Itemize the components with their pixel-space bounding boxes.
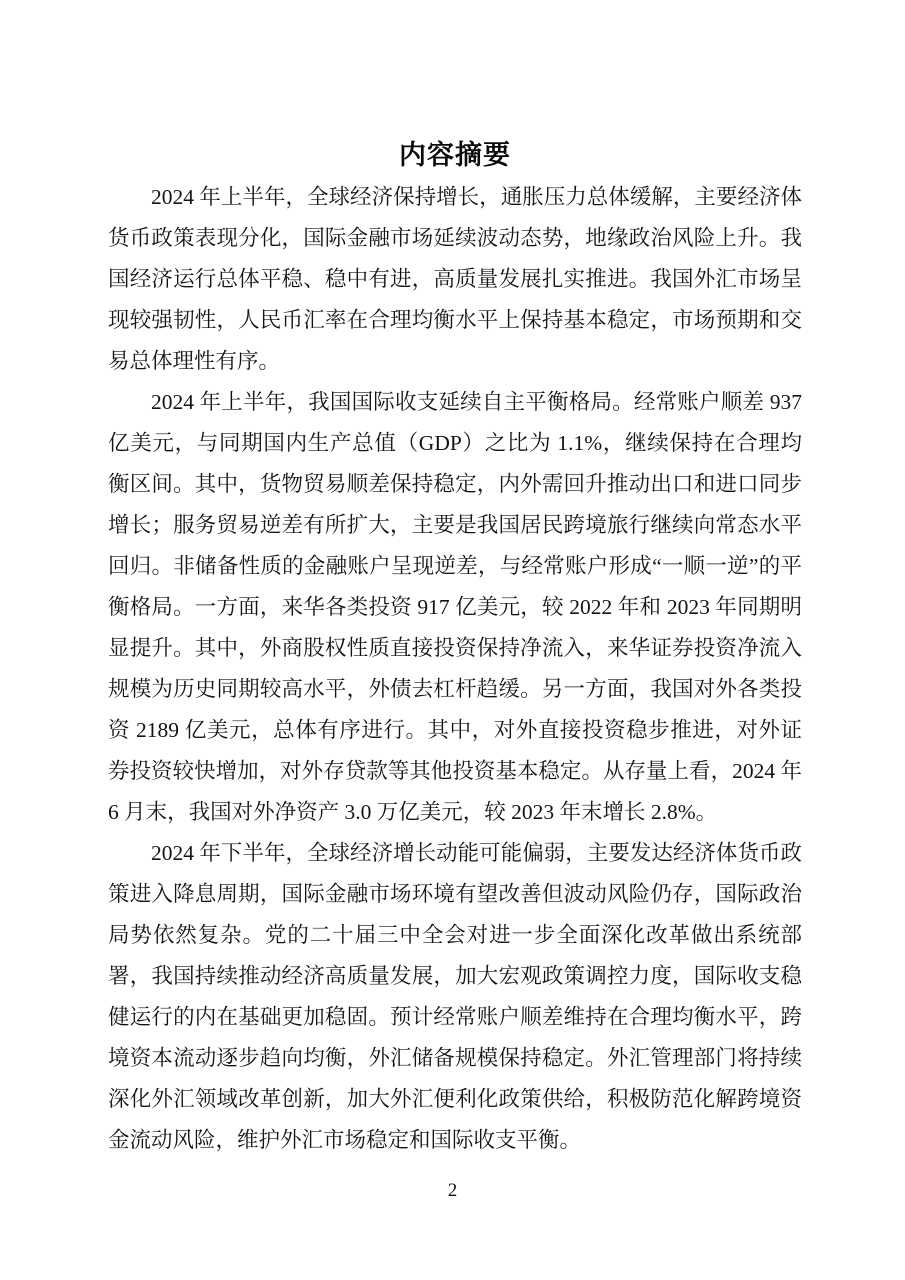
paragraph: 2024 年上半年，全球经济保持增长，通胀压力总体缓解，主要经济体货币政策表现分化，国际金融市场延续波动态势，地缘政治风险上升。我国经济运行总体平稳、稳中有进，高质量发展扎实推进。我国外汇市场呈现较强韧性，人民币汇率在合理均衡水平上保持基本稳定，市场预期和交易总体理性有序。 [108, 185, 802, 373]
page-content [108, 141, 802, 1161]
paragraph: 2024 年下半年，全球经济增长动能可能偏弱，主要发达经济体货币政策进入降息周期，国际金融市场环境有望改善但波动风险仍存，国际政治局势依然复杂。党的二十届三中全会对进一步全面深化改革做出系统部署，我国持续推动经济高质量发展，加大宏观政策调控力度，国际收支稳健运行的内在基础更加稳固。预计经常账户顺差维持在合理均衡水平，跨境资本流动逐步趋向均衡，外汇储备规模保持稳定。外汇管理部门将持续深化外汇领域改革创新，加大外汇便利化政策供给，积极防范化解跨境资金流动风险，维护外汇市场稳定和国际收支平衡。 [108, 841, 802, 1152]
page-title: 内容摘要 [399, 140, 511, 171]
page-number: 2 [447, 1180, 458, 1201]
paragraph: 2024 年上半年，我国国际收支延续自主平衡格局。经常账户顺差 937 亿美元，与同期国内生产总值（GDP）之比为 1.1%，继续保持在合理均衡区间。其中，货物贸易顺差保持稳定，内外需回升推动出口和进口同步增长；服务贸易逆差有所扩大，主要是我国居民跨境旅行继续向常态水平回归。非储备性质的金融账户呈现逆差，与经常账户形成“一顺一逆”的平衡格局。一方面，来华各类投资 917 亿美元，较 2022 年和 2023 年同期明显提升。其中，外商股权性质直接投资保持净流入，来华证券投资净流入规模为历史同期较高水平，外债去杠杆趋缓。另一方面，我国对外各类投资 2189 亿美元，总体有序进行。其中，对外直接投资稳步推进，对外证券投资较快增加，对外存贷款等其他投资基本稳定。从存量上看，2024 年 6 月末，我国对外净资产 3.0 万亿美元，较 2023 年末增长 2.8%。 [108, 390, 802, 824]
body-text [108, 177, 802, 1161]
